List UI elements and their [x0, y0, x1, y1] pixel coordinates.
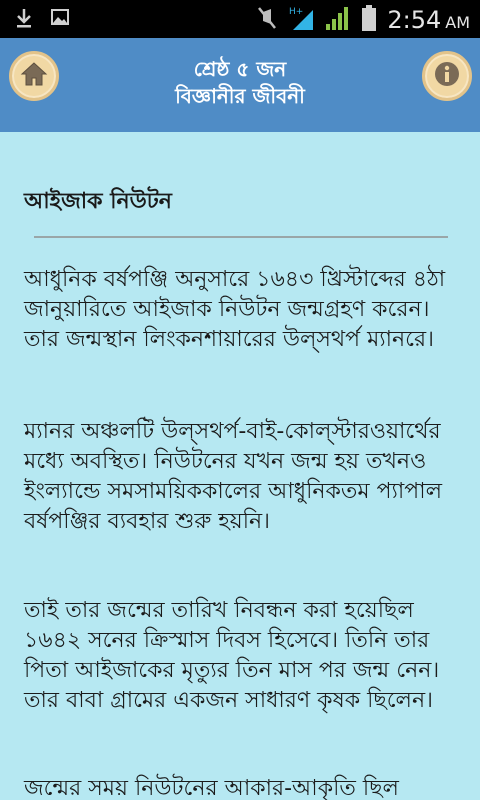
article-heading: আইজাক নিউটন: [24, 189, 172, 214]
article-paragraph-2: ম্যানর অঞ্চলটি উল্সথর্প-বাই-কোল্স্টারওয়ার্থের মধ্যে অবস্থিত। নিউটনের যখন জন্ম হয় তখনও ইংল্যান্ডে সমসাময়িককালের আধুনিকতম প্যাপাল বর্ষপঞ্জির ব্যবহার শুরু হয়নি।: [24, 419, 443, 534]
svg-text:H+: H+: [289, 7, 304, 17]
network-signal-icon: [289, 4, 315, 36]
status-bar: [0, 0, 480, 38]
cell-signal-icon: [325, 5, 351, 35]
battery-icon: [361, 4, 377, 36]
image-icon: [50, 7, 70, 33]
download-icon: [14, 7, 34, 33]
info-button[interactable]: [422, 51, 472, 101]
clock: 2:54 AM: [387, 6, 470, 34]
article-paragraph-1: আধুনিক বর্ষপঞ্জি অনুসারে ১৬৪৩ খ্রিস্টাব্দের ৪ঠা জানুয়ারিতে আইজাক নিউটন জন্মগ্রহণ করেন। তার জন্মস্থান লিংকনশায়ারের উল্সথর্প ম্যানরে।: [24, 267, 446, 352]
info-icon: [434, 61, 460, 91]
divider: [34, 236, 448, 238]
article-content[interactable]: [0, 132, 480, 800]
title-line-1: শ্রেষ্ঠ ৫ জন: [193, 57, 287, 81]
title-bar: [0, 38, 480, 132]
mute-icon: [257, 4, 279, 36]
article-paragraph-4: জন্মের সময় নিউটনের আকার-আকৃতি ছিল: [24, 776, 399, 800]
page-title: [0, 56, 480, 110]
article-paragraph-3: তাই তার জন্মের তারিখ নিবন্ধন করা হয়েছিল ১৬৪২ সনের ক্রিস্মাস দিবস হিসেবে। তিনি তার পিতা আইজাকের মৃত্যুর তিন মাস পর জন্ম নেন। তার বাবা গ্রামের একজন সাধারণ কৃষক ছিলেন।: [24, 598, 440, 713]
title-line-2: বিজ্ঞানীর জীবনী: [175, 84, 305, 108]
